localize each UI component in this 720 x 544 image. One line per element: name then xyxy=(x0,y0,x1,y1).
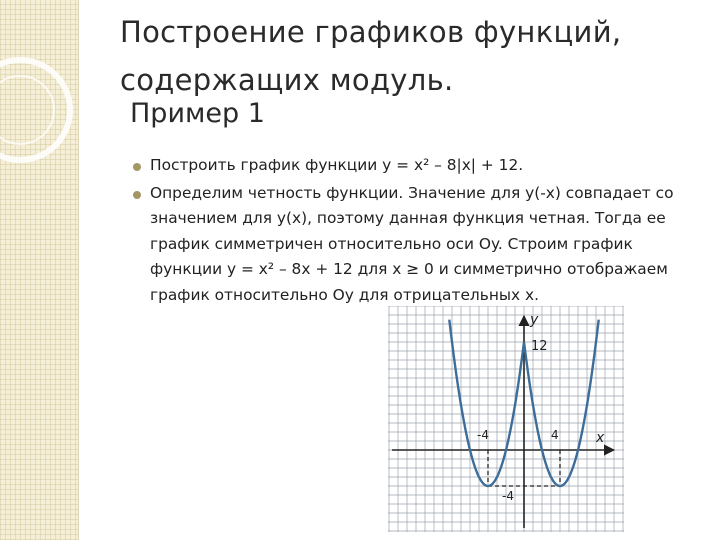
tick-label-y-12: 12 xyxy=(531,339,548,354)
function-graph xyxy=(388,306,624,532)
slide-subtitle: Пример 1 xyxy=(130,98,265,129)
slide-title: Построение графиков функций, содержащих модуль. xyxy=(120,15,622,97)
tick-label-y-neg4: -4 xyxy=(502,489,514,503)
tick-label-x-4: 4 xyxy=(551,428,559,442)
bullet-icon xyxy=(133,191,141,199)
decorative-circles xyxy=(0,0,78,540)
decorative-side-strip xyxy=(0,0,79,540)
bullet-text: Определим четность функции. Значение для y(-x) совпадает со значением для y(x), поэтому данная функция четная. Тогда ее график симметричен относительно оси Oy. Строим график функции y = x² – 8x + 12 для x ≥ 0 и симметрично отображаем график относительно Oy для отрицательных x. xyxy=(150,183,674,304)
bullet-text: Построить график функции y = x² – 8|x| + 12. xyxy=(150,156,524,174)
y-axis-label: y xyxy=(530,312,539,328)
tick-label-x-neg4: -4 xyxy=(477,428,489,442)
bullet-list xyxy=(130,153,700,310)
bullet-icon xyxy=(133,163,141,171)
bullet-item xyxy=(130,181,700,309)
x-axis-label: x xyxy=(596,430,605,446)
bullet-item xyxy=(130,153,700,179)
